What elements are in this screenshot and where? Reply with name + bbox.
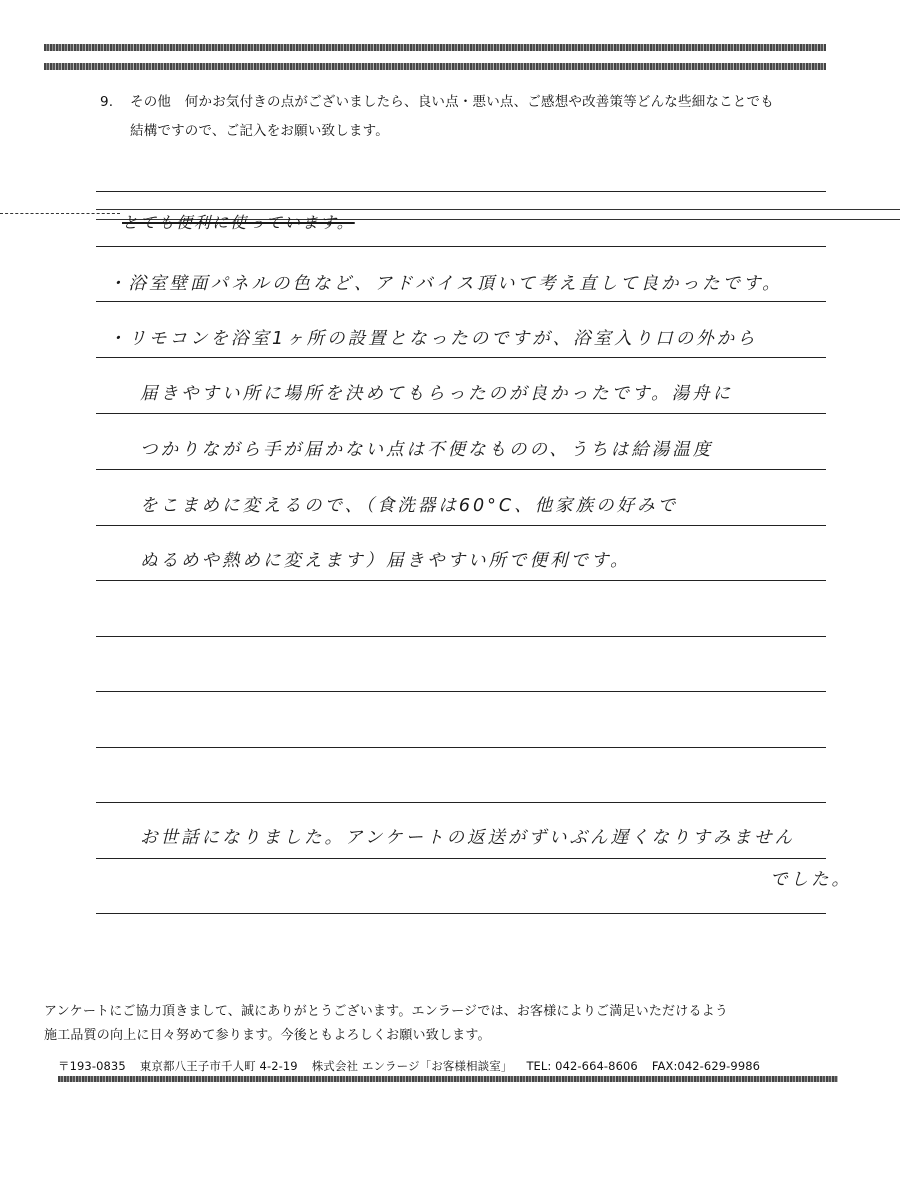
handwritten-line: つかりながら手が届かない点は不便なものの、うちは給湯温度 xyxy=(140,440,714,460)
question-line-1: その他 何かお気付きの点がございましたら、良い点・悪い点、ご感想や改善策等どんな些細なことでも xyxy=(130,94,774,110)
writing-rule xyxy=(96,636,826,637)
handwritten-line: ・リモコンを浴室1ヶ所の設置となったのですが、浴室入り口の外から xyxy=(108,329,758,349)
writing-rule xyxy=(96,301,826,302)
footer-line-1: アンケートにご協力頂きまして、誠にありがとうございます。エンラージでは、お客様によりご満足いただけるよう xyxy=(44,1004,729,1019)
company-address xyxy=(58,1058,774,1074)
scan-noise-band-top-2 xyxy=(44,63,826,70)
handwritten-closing-line-2: でした。 xyxy=(770,870,852,890)
writing-rule xyxy=(96,691,826,692)
footer-message xyxy=(44,1000,844,1048)
writing-rule xyxy=(96,246,826,247)
handwritten-line: ぬるめや熱めに変えます）届きやすい所で便利です。 xyxy=(140,551,631,571)
street-address: 東京都八王子市千人町 4-2-19 xyxy=(139,1059,298,1073)
question-line-2: 結構ですので、ご記入をお願い致します。 xyxy=(130,123,389,139)
writing-rule xyxy=(96,413,826,414)
writing-rule xyxy=(96,357,826,358)
writing-rule xyxy=(96,913,826,914)
handwritten-line-struck: とても便利に使っています。 xyxy=(122,213,355,232)
handwritten-line: 届きやすい所に場所を決めてもらったのが良かったです。湯舟に xyxy=(140,384,734,404)
scan-noise-band-bottom xyxy=(58,1076,838,1082)
scan-noise-band-top-1 xyxy=(44,44,826,51)
writing-rule xyxy=(96,747,826,748)
writing-rule xyxy=(96,858,826,859)
question-number: 9. xyxy=(100,94,114,110)
writing-rule xyxy=(96,191,826,192)
handwritten-closing-line-1: お世話になりました。アンケートの返送がずいぶん遅くなりすみません xyxy=(140,828,795,848)
footer-line-2: 施工品質の向上に日々努めて参ります。今後ともよろしくお願い致します。 xyxy=(44,1028,491,1043)
writing-rule xyxy=(96,802,826,803)
postal-code: 〒193-0835 xyxy=(58,1059,126,1073)
phone-number: TEL: 042-664-8606 xyxy=(526,1059,638,1073)
writing-rule xyxy=(96,580,826,581)
question-prompt xyxy=(100,88,860,146)
dashed-margin-line xyxy=(0,213,120,214)
handwritten-line: ・浴室壁面パネルの色など、アドバイス頂いて考え直して良かったです。 xyxy=(108,274,783,294)
writing-rule xyxy=(96,469,826,470)
handwritten-line: をこまめに変えるので、（食洗器は60°C、他家族の好みで xyxy=(140,496,679,516)
writing-rule xyxy=(96,525,826,526)
fax-number: FAX:042-629-9986 xyxy=(651,1059,761,1073)
company-name: 株式会社 エンラージ「お客様相談室」 xyxy=(311,1059,513,1073)
